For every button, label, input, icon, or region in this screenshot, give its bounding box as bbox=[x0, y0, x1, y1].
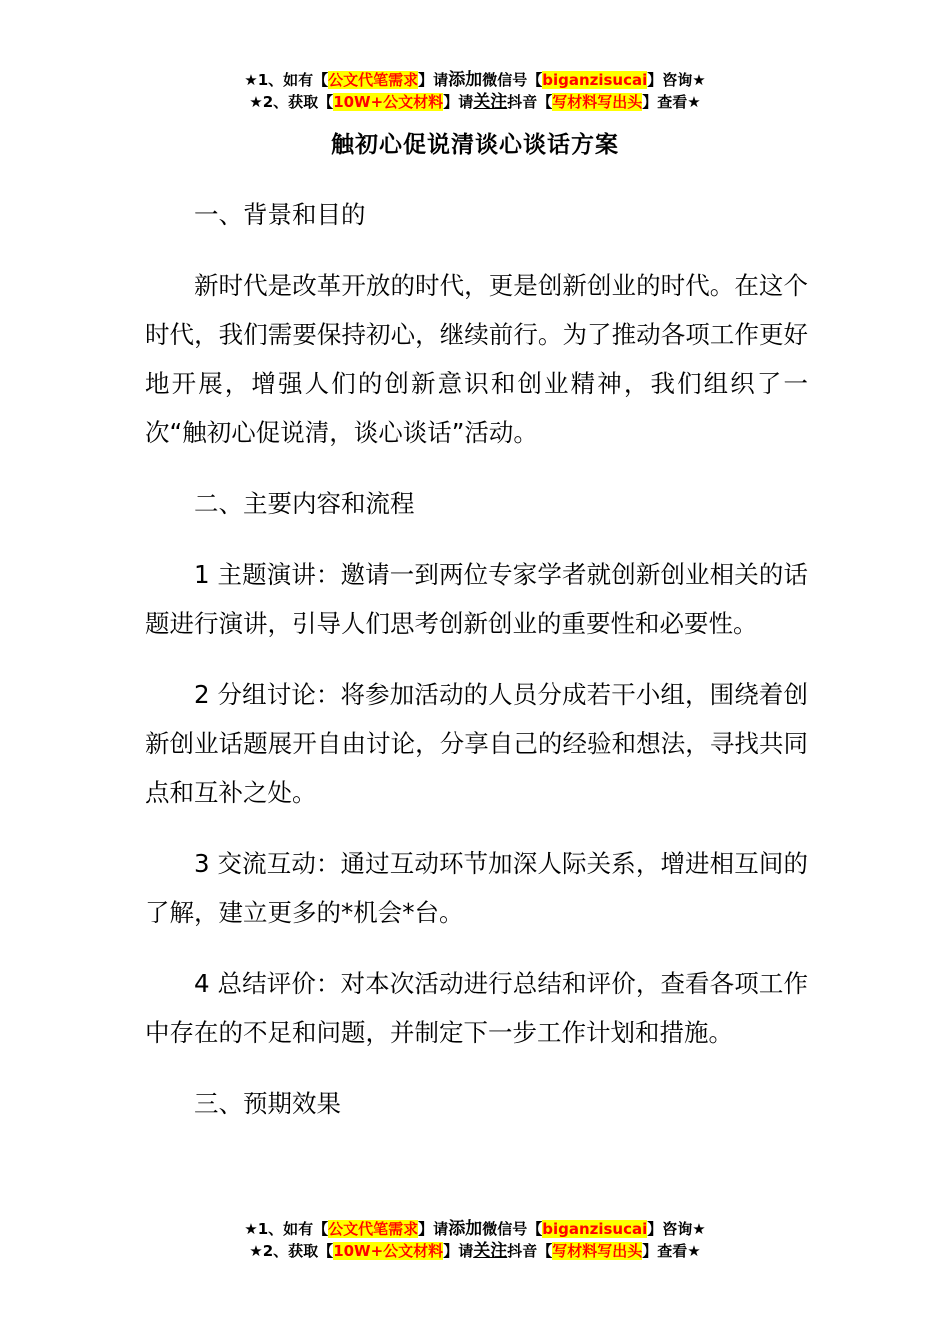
paragraph-item-2: 2 分组讨论：将参加活动的人员分成若干小组，围绕着创新创业话题展开自由讨论，分享自己的经验和想法，寻找共同点和互补之处。 bbox=[145, 680, 808, 807]
document-body bbox=[145, 190, 808, 1150]
footer-ad bbox=[0, 1218, 950, 1262]
footer-ad-line-2 bbox=[0, 1240, 950, 1262]
ad-text: ★2、获取【 bbox=[249, 1242, 334, 1260]
ad-emphasis: 添加 bbox=[448, 1219, 483, 1239]
ad-wechat-id: biganzisucai bbox=[542, 71, 648, 89]
ad-text: ★2、获取【 bbox=[249, 93, 334, 111]
ad-highlight: 公文代笔需求 bbox=[328, 71, 419, 89]
ad-emphasis: 添加 bbox=[448, 70, 483, 90]
ad-text: 】请 bbox=[418, 71, 449, 89]
paragraph-item-3: 3 交流互动：通过互动环节加深人际关系，增进相互间的了解，建立更多的*机会*台。 bbox=[145, 849, 808, 927]
ad-text: 】查看★ bbox=[642, 1242, 701, 1260]
section-heading-2: 二、主要内容和流程 bbox=[194, 489, 415, 518]
header-ad bbox=[0, 69, 950, 113]
ad-text: 】请 bbox=[443, 1242, 474, 1260]
header-ad-line-1 bbox=[0, 69, 950, 91]
ad-text: 】咨询★ bbox=[647, 1220, 706, 1238]
ad-emphasis: 关注 bbox=[473, 92, 508, 112]
paragraph-item-4: 4 总结评价：对本次活动进行总结和评价，查看各项工作中存在的不足和问题，并制定下一步工作计划和措施。 bbox=[145, 969, 808, 1047]
ad-text: 】咨询★ bbox=[647, 71, 706, 89]
ad-text: 微信号【 bbox=[482, 1220, 543, 1238]
ad-wechat-id: biganzisucai bbox=[542, 1220, 648, 1238]
ad-text: 】请 bbox=[443, 93, 474, 111]
section-heading-1: 一、背景和目的 bbox=[194, 200, 366, 229]
ad-emphasis: 关注 bbox=[473, 1241, 508, 1261]
paragraph-item-1: 1 主题演讲：邀请一到两位专家学者就创新创业相关的话题进行演讲，引导人们思考创新创业的重要性和必要性。 bbox=[145, 560, 808, 638]
header-ad-line-2 bbox=[0, 91, 950, 113]
ad-highlight: 10W+公文材料 bbox=[333, 1242, 444, 1260]
document-title: 触初心促说清谈心谈话方案 bbox=[331, 132, 619, 158]
ad-text: 抖音【 bbox=[507, 1242, 553, 1260]
ad-douyin-id: 写材料写出头 bbox=[552, 93, 643, 111]
ad-text: ★1、如有【 bbox=[244, 71, 329, 89]
paragraph-background: 新时代是改革开放的时代，更是创新创业的时代。在这个时代，我们需要保持初心，继续前行。为了推动各项工作更好地开展，增强人们的创新意识和创业精神，我们组织了一次“触初心促说清，谈心谈话”活动。 bbox=[145, 271, 808, 447]
ad-text: 抖音【 bbox=[507, 93, 553, 111]
ad-text: 】请 bbox=[418, 1220, 449, 1238]
ad-text: ★1、如有【 bbox=[244, 1220, 329, 1238]
ad-text: 】查看★ bbox=[642, 93, 701, 111]
ad-douyin-id: 写材料写出头 bbox=[552, 1242, 643, 1260]
ad-text: 微信号【 bbox=[482, 71, 543, 89]
ad-highlight: 公文代笔需求 bbox=[328, 1220, 419, 1238]
ad-highlight: 10W+公文材料 bbox=[333, 93, 444, 111]
footer-ad-line-1 bbox=[0, 1218, 950, 1240]
section-heading-3: 三、预期效果 bbox=[194, 1089, 341, 1118]
